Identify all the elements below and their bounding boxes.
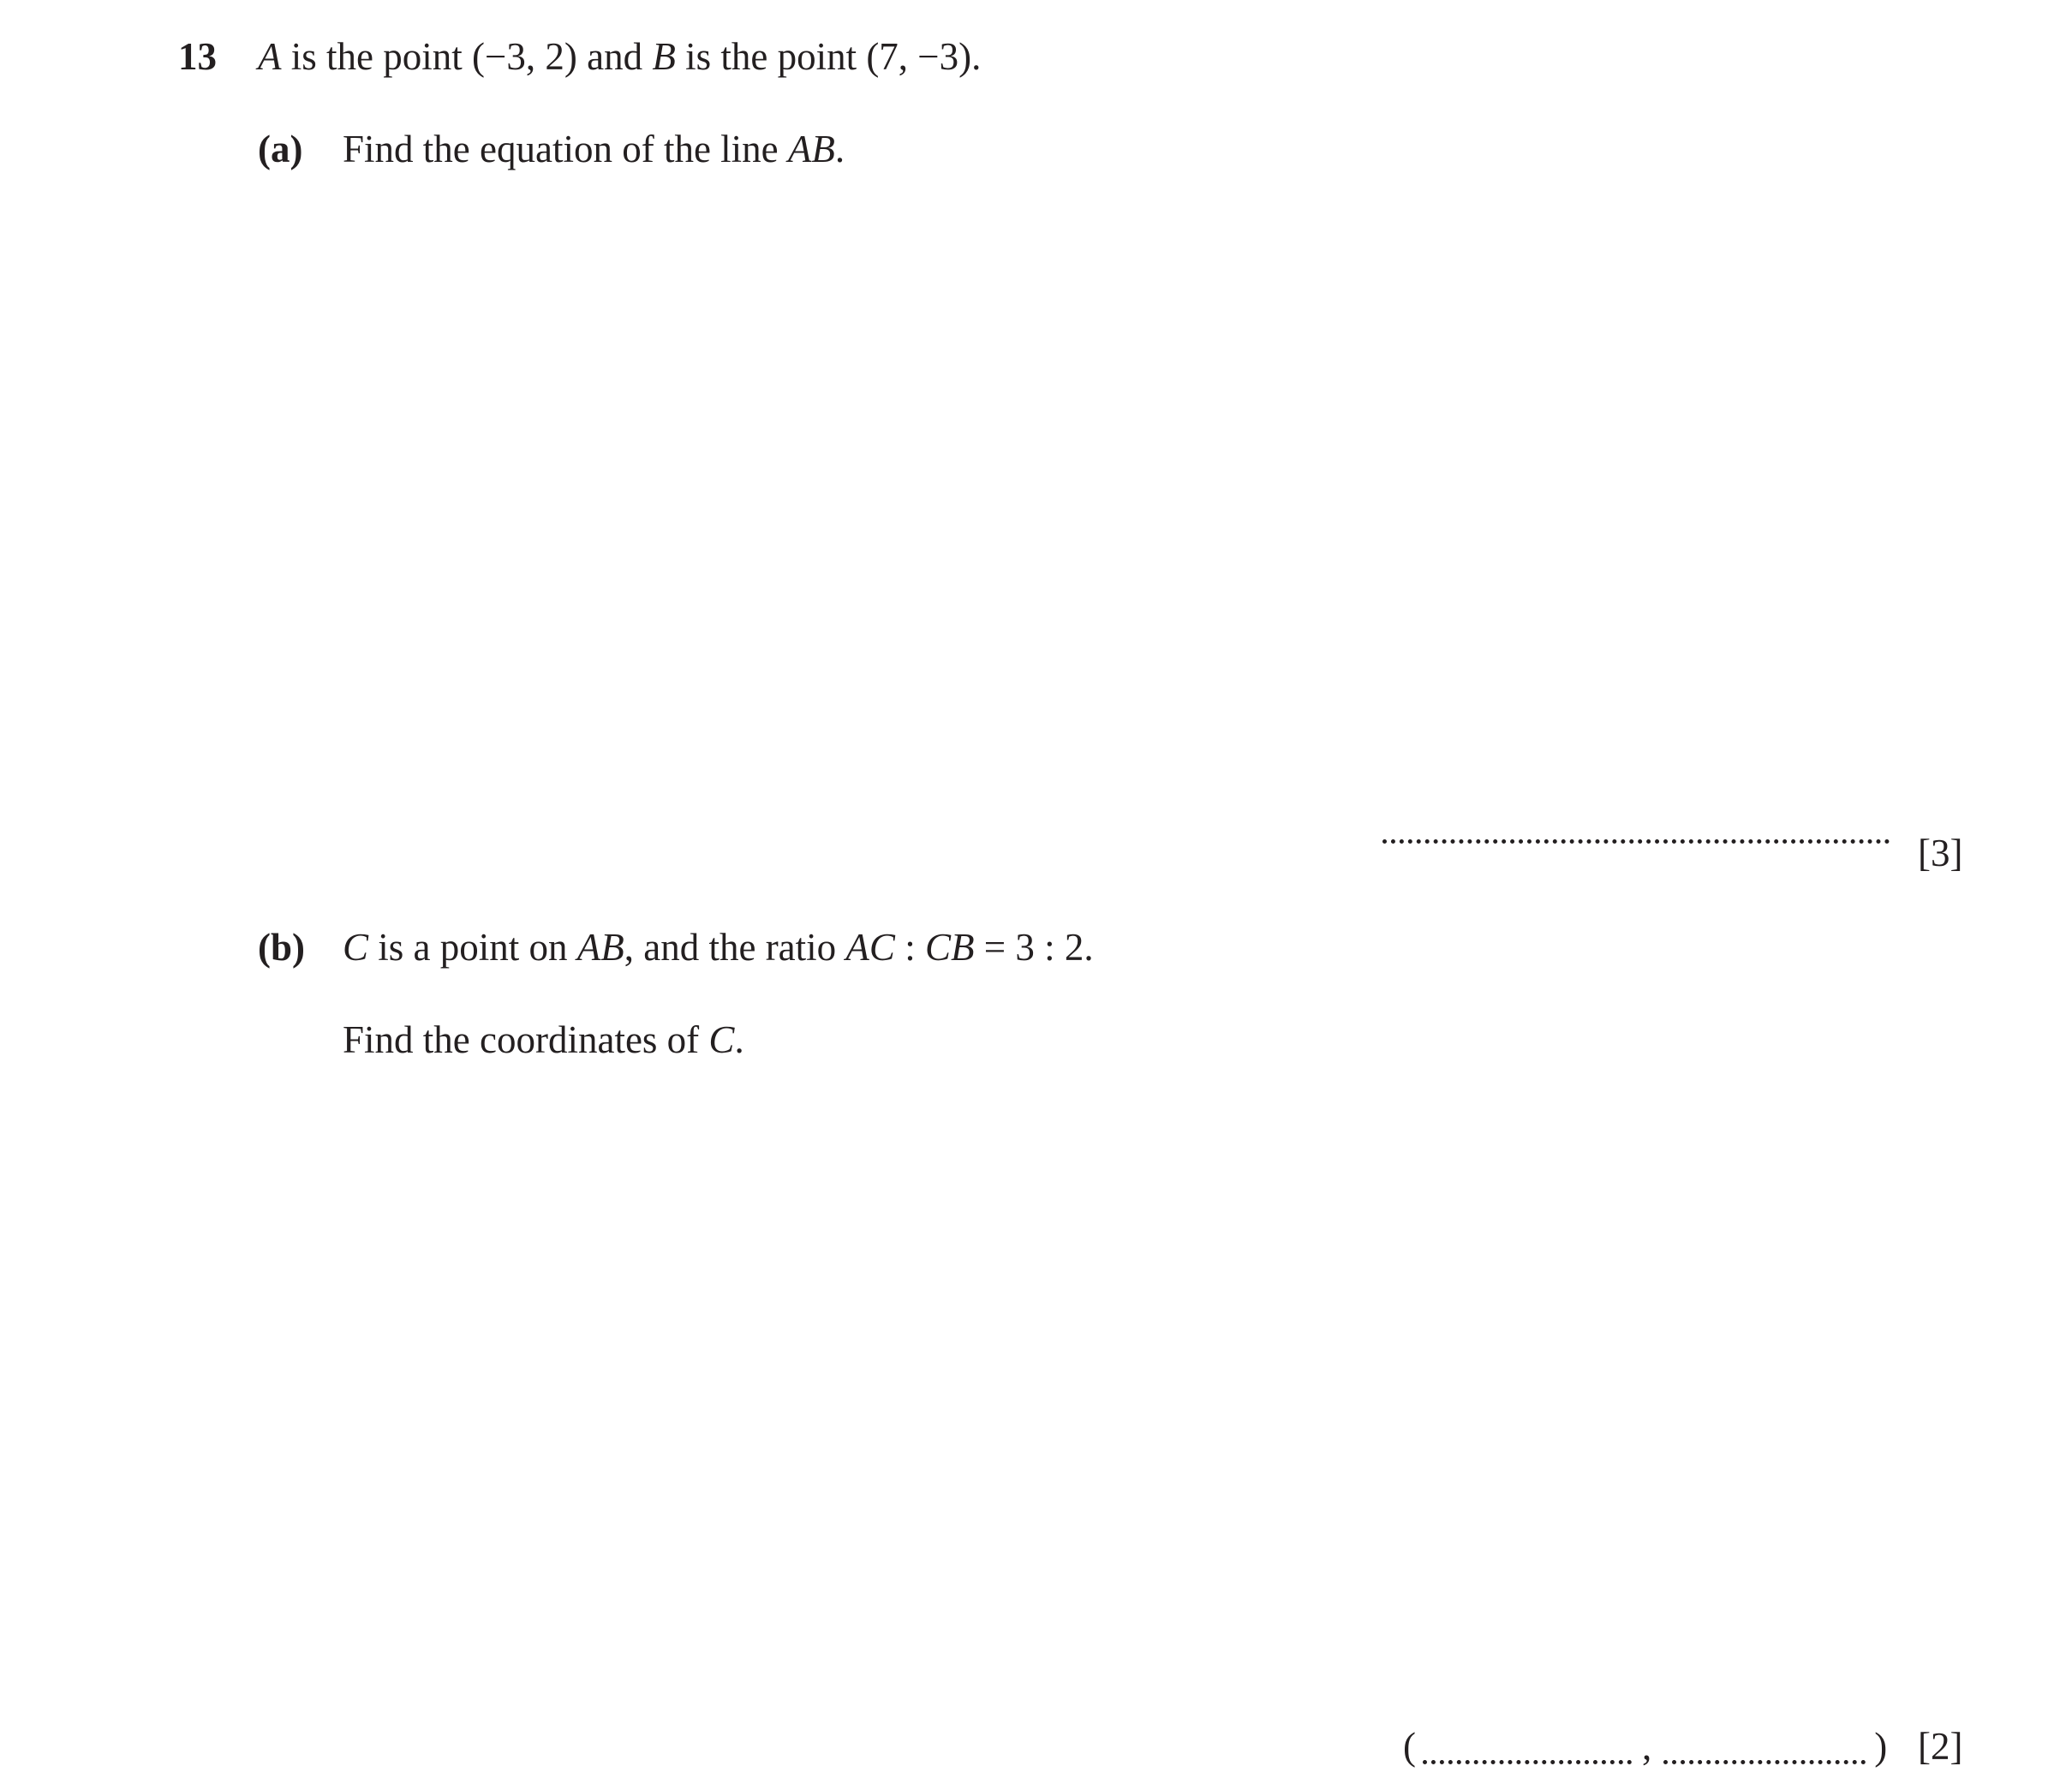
answer-a-field[interactable] <box>1382 839 1890 844</box>
part-b-instruction <box>343 1018 744 1061</box>
stem-text-1: is the point (−3, 2) and <box>281 35 653 78</box>
part-b-text-1: is a point on <box>368 926 577 969</box>
stem-text-2: is the point (7, −3). <box>675 35 982 78</box>
instruction-text: Find the coordinates of <box>343 1018 709 1061</box>
line-name: AB <box>787 128 835 170</box>
question-stem <box>258 35 982 78</box>
ratio-left: AC <box>845 926 895 969</box>
instruction-point: C <box>708 1018 735 1061</box>
part-a-text: Find the equation of the line <box>343 128 788 170</box>
part-b-text-3: = 3 : 2. <box>974 926 1094 969</box>
ratio-right: CB <box>924 926 975 969</box>
point-c-label: C <box>343 926 369 969</box>
answer-open-paren: ( <box>1403 1725 1416 1768</box>
part-b-label: (b) <box>258 926 305 969</box>
part-b-text-2: , and the ratio <box>624 926 846 969</box>
answer-b-y-field[interactable] <box>1663 1760 1866 1764</box>
part-a-end: . <box>834 128 845 170</box>
question-number: 13 <box>178 35 217 78</box>
marks-b: [2] <box>1918 1725 1963 1768</box>
point-b-label: B <box>652 35 676 78</box>
instruction-end: . <box>734 1018 744 1061</box>
answer-b-x-field[interactable] <box>1423 1760 1632 1764</box>
answer-comma: , <box>1642 1725 1652 1768</box>
part-b-question <box>343 928 1094 967</box>
part-a-label: (a) <box>258 128 303 170</box>
line-name: AB <box>576 926 624 969</box>
part-a-question <box>343 130 845 169</box>
marks-a: [3] <box>1918 832 1963 874</box>
point-a-label: A <box>258 35 282 78</box>
ratio-colon: : <box>894 926 925 969</box>
answer-b-coordinates <box>1403 1727 1887 1766</box>
answer-close-paren: ) <box>1874 1725 1888 1768</box>
